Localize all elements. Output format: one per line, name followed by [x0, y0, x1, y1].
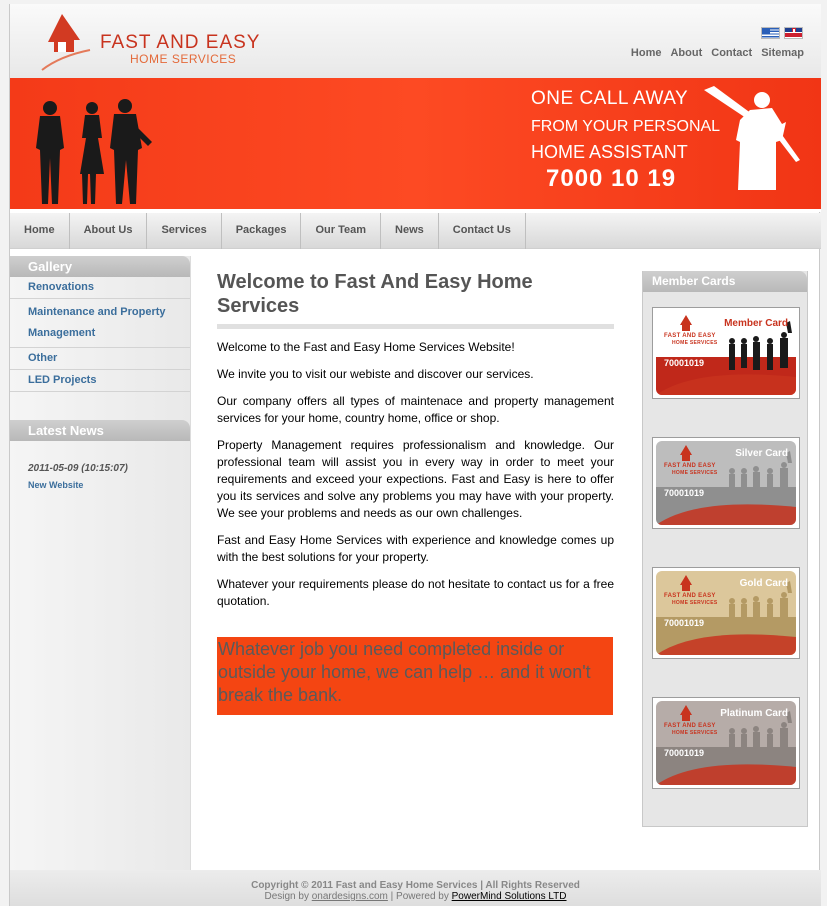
- logo-title: FAST AND EASY: [100, 32, 261, 53]
- gallery-item-renovations[interactable]: Renovations: [10, 277, 190, 299]
- paragraph-5: Fast and Easy Home Services with experience and knowledge comes up with the best solutions for your property.: [217, 533, 614, 564]
- card-number: 70001019: [664, 618, 705, 628]
- language-flags: [761, 27, 803, 39]
- house-logo-icon: [40, 12, 100, 74]
- logo-subtitle: HOME SERVICES: [130, 52, 237, 66]
- page: [9, 4, 820, 906]
- top-link-about[interactable]: About: [670, 47, 703, 59]
- footer-copyright: Copyright © 2011 Fast and Easy Home Services | All Rights Reserved: [251, 880, 580, 891]
- top-link-sitemap[interactable]: Sitemap: [761, 47, 804, 59]
- member-cards-panel: [642, 271, 808, 827]
- paragraph-2: We invite you to visit our webiste and discover our services.: [217, 367, 534, 381]
- card-name: Gold Card: [739, 578, 788, 589]
- main-content: [217, 270, 614, 715]
- member-card[interactable]: [652, 697, 800, 789]
- banner-line-3: HOME ASSISTANT: [531, 142, 688, 162]
- logo[interactable]: [40, 12, 280, 72]
- card-brand: FAST AND EASY: [664, 723, 716, 729]
- member-card-image: [656, 571, 796, 655]
- member-card[interactable]: [652, 437, 800, 529]
- member-card[interactable]: [652, 567, 800, 659]
- card-brand: FAST AND EASY: [664, 333, 716, 339]
- news-link[interactable]: New Website: [28, 480, 84, 490]
- uk-flag-icon[interactable]: [784, 27, 803, 39]
- top-link-contact[interactable]: Contact: [711, 47, 753, 59]
- card-name: Member Card: [724, 318, 788, 329]
- card-number: 70001019: [664, 488, 705, 498]
- footer-powered-prefix: | Powered by: [390, 891, 449, 902]
- latest-news-heading: Latest News: [10, 420, 190, 441]
- paragraph-4: Property Management requires professionalism and knowledge. Our professional team will assist you in every way in order to meet your requirements and exceed your expections. Fast and Easy is here to offer you its services and solve any problems you may have with your property. We see your problems and needs as our own challenges.: [217, 438, 614, 520]
- member-card-image: [656, 441, 796, 525]
- nav-about-us[interactable]: About Us: [70, 213, 148, 249]
- nav-services[interactable]: Services: [147, 213, 221, 249]
- member-card-image: [656, 311, 796, 395]
- card-number: 70001019: [664, 358, 705, 368]
- powered-by-link[interactable]: PowerMind Solutions LTD: [451, 891, 567, 902]
- gallery-item-maintenance[interactable]: Maintenance and Property Management: [10, 299, 190, 348]
- banner-line-2: FROM YOUR PERSONAL: [531, 118, 721, 135]
- greek-flag-icon[interactable]: [761, 27, 780, 39]
- member-cards-heading: Member Cards: [643, 271, 807, 292]
- gallery-heading: Gallery: [10, 256, 190, 277]
- banner-line-1: ONE CALL AWAY: [531, 88, 689, 109]
- top-link-home[interactable]: Home: [630, 47, 662, 59]
- gallery-item-other[interactable]: Other: [10, 348, 190, 370]
- card-brand: FAST AND EASY: [664, 463, 716, 469]
- nav-contact-us[interactable]: Contact Us: [439, 213, 526, 249]
- card-brand-sub: HOME SERVICES: [672, 340, 718, 346]
- banner-text: [531, 88, 720, 193]
- banner-phone: 7000 10 19: [546, 165, 677, 192]
- main-nav: [10, 213, 821, 249]
- promo-box: Whatever job you need completed inside or outside your home, we can help … and it won't break the bank.: [217, 637, 613, 715]
- card-brand-sub: HOME SERVICES: [672, 730, 718, 736]
- gallery-list: [10, 277, 190, 392]
- nav-news[interactable]: News: [381, 213, 439, 249]
- banner: [10, 78, 821, 212]
- card-brand-sub: HOME SERVICES: [672, 470, 718, 476]
- card-number: 70001019: [664, 748, 705, 758]
- news-date: 2011-05-09 (10:15:07): [28, 463, 128, 474]
- nav-our-team[interactable]: Our Team: [301, 213, 381, 249]
- nav-packages[interactable]: Packages: [222, 213, 302, 249]
- card-name: Platinum Card: [720, 708, 788, 719]
- card-brand-sub: HOME SERVICES: [672, 600, 718, 606]
- header: [10, 4, 821, 78]
- paragraph-6: Whatever your requirements please do not hesitate to contact us for a free quotation.: [217, 577, 614, 608]
- footer: [10, 870, 821, 906]
- paragraph-3: Our company offers all types of maintenace and property management services for your home, country home, office or shop.: [217, 394, 614, 425]
- paragraph-1: Welcome to the Fast and Easy Home Services Website!: [217, 340, 515, 354]
- page-title: Welcome to Fast And Easy Home Services: [217, 270, 614, 329]
- footer-design-prefix: Design by: [264, 891, 309, 902]
- left-sidebar: [10, 256, 191, 870]
- designer-link[interactable]: onardesigns.com: [311, 891, 388, 902]
- card-brand: FAST AND EASY: [664, 593, 716, 599]
- gallery-item-led-projects[interactable]: LED Projects: [10, 370, 190, 392]
- top-links: [631, 47, 804, 59]
- nav-home[interactable]: Home: [10, 213, 70, 249]
- member-card-image: [656, 701, 796, 785]
- member-card[interactable]: [652, 307, 800, 399]
- card-name: Silver Card: [735, 448, 788, 459]
